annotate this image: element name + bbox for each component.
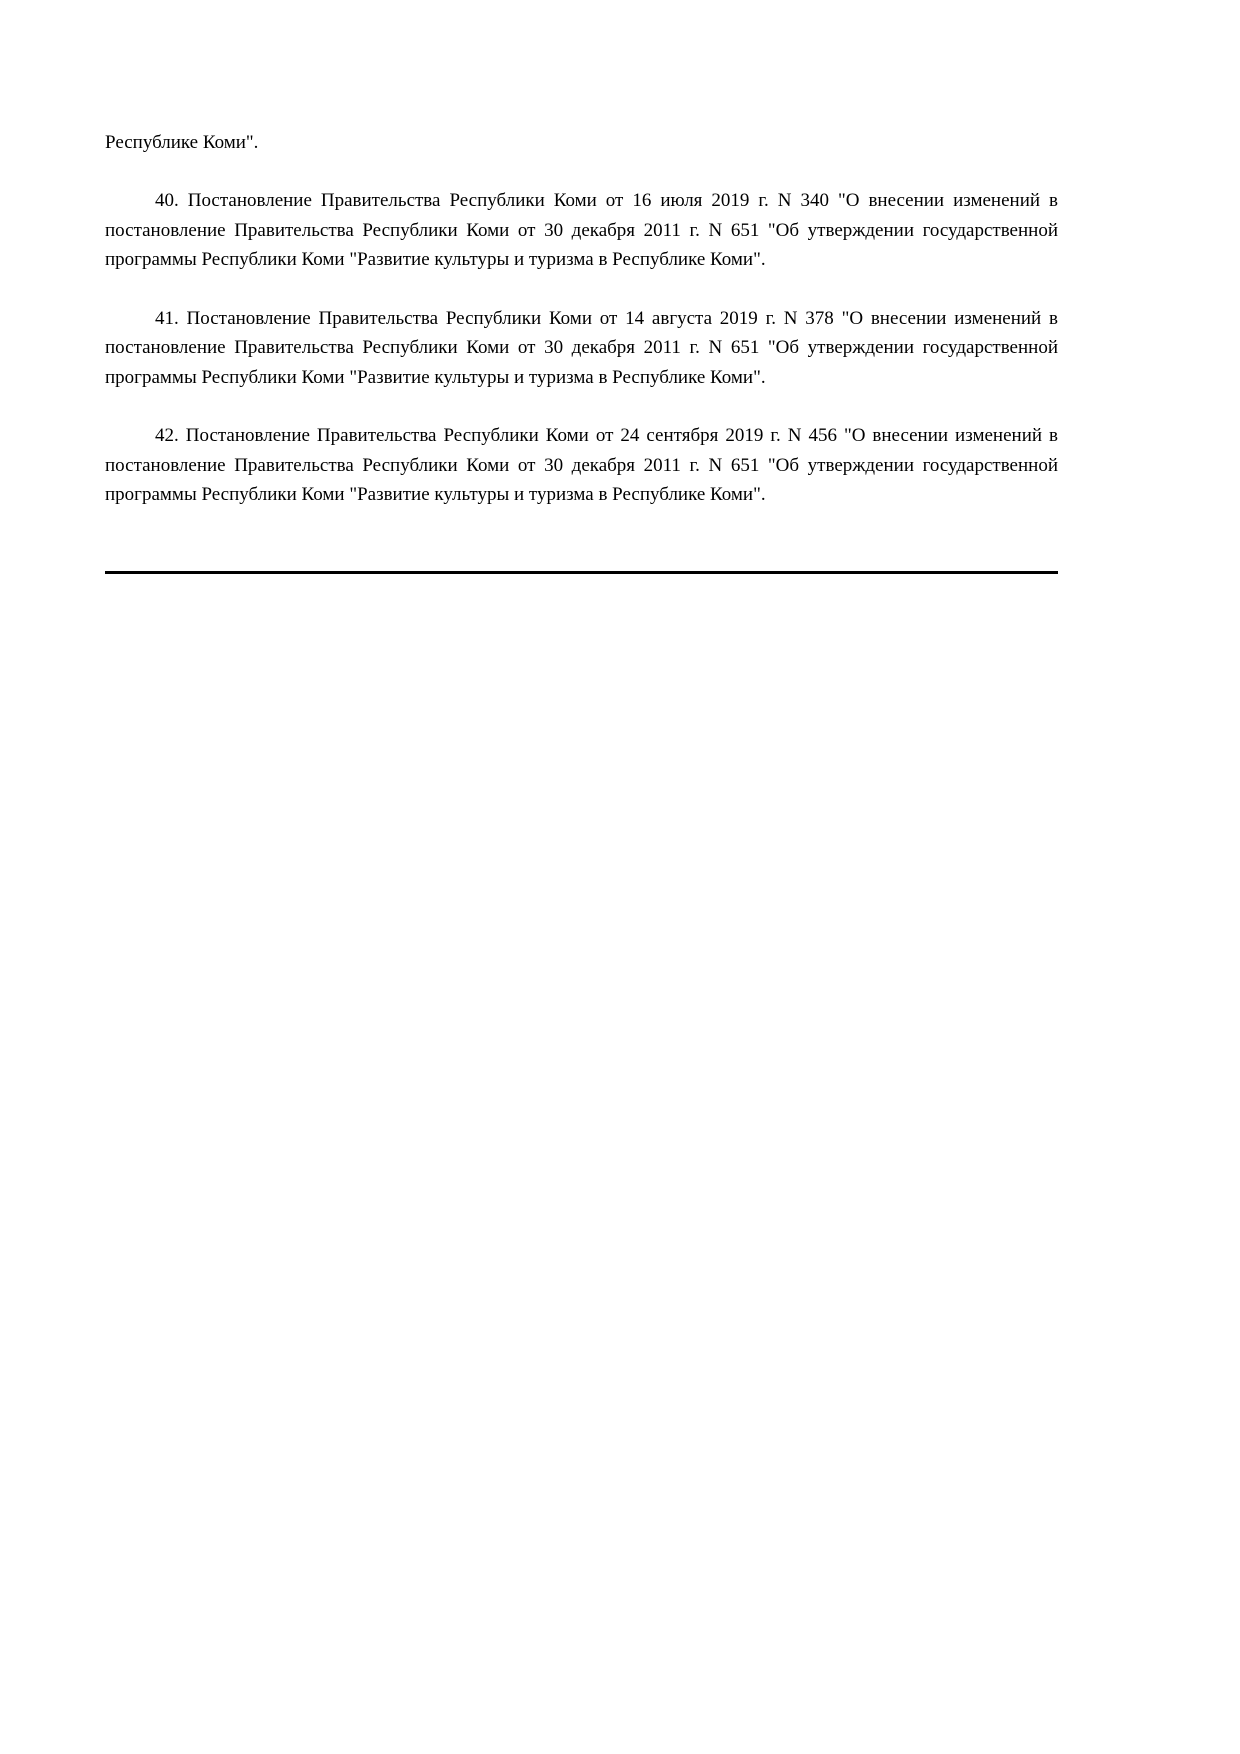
paragraph-item-41: 41. Постановление Правительства Республики Коми от 14 августа 2019 г. N 378 "О внесении изменений в постановление Правительства Республики Коми от 30 декабря 2011 г. N 651 "Об утверждении государственной программы Республики Коми "Развитие культуры и туризма в Республике Коми". [105, 307, 1058, 388]
paragraph-continuation: Республике Коми". [105, 132, 259, 153]
paragraph-item-42: 42. Постановление Правительства Республики Коми от 24 сентября 2019 г. N 456 "О внесении изменений в постановление Правительства Республики Коми от 30 декабря 2011 г. N 651 "Об утверждении государственной программы Республики Коми "Развитие культуры и туризма в Республике Коми". [105, 425, 1058, 505]
section-divider [105, 571, 1058, 574]
paragraph-item-40: 40. Постановление Правительства Республики Коми от 16 июля 2019 г. N 340 "О внесении изменений в постановление Правительства Республики Коми от 30 декабря 2011 г. N 651 "Об утверждении государственной программы Республики Коми "Развитие культуры и туризма в Республике Коми". [105, 190, 1058, 271]
